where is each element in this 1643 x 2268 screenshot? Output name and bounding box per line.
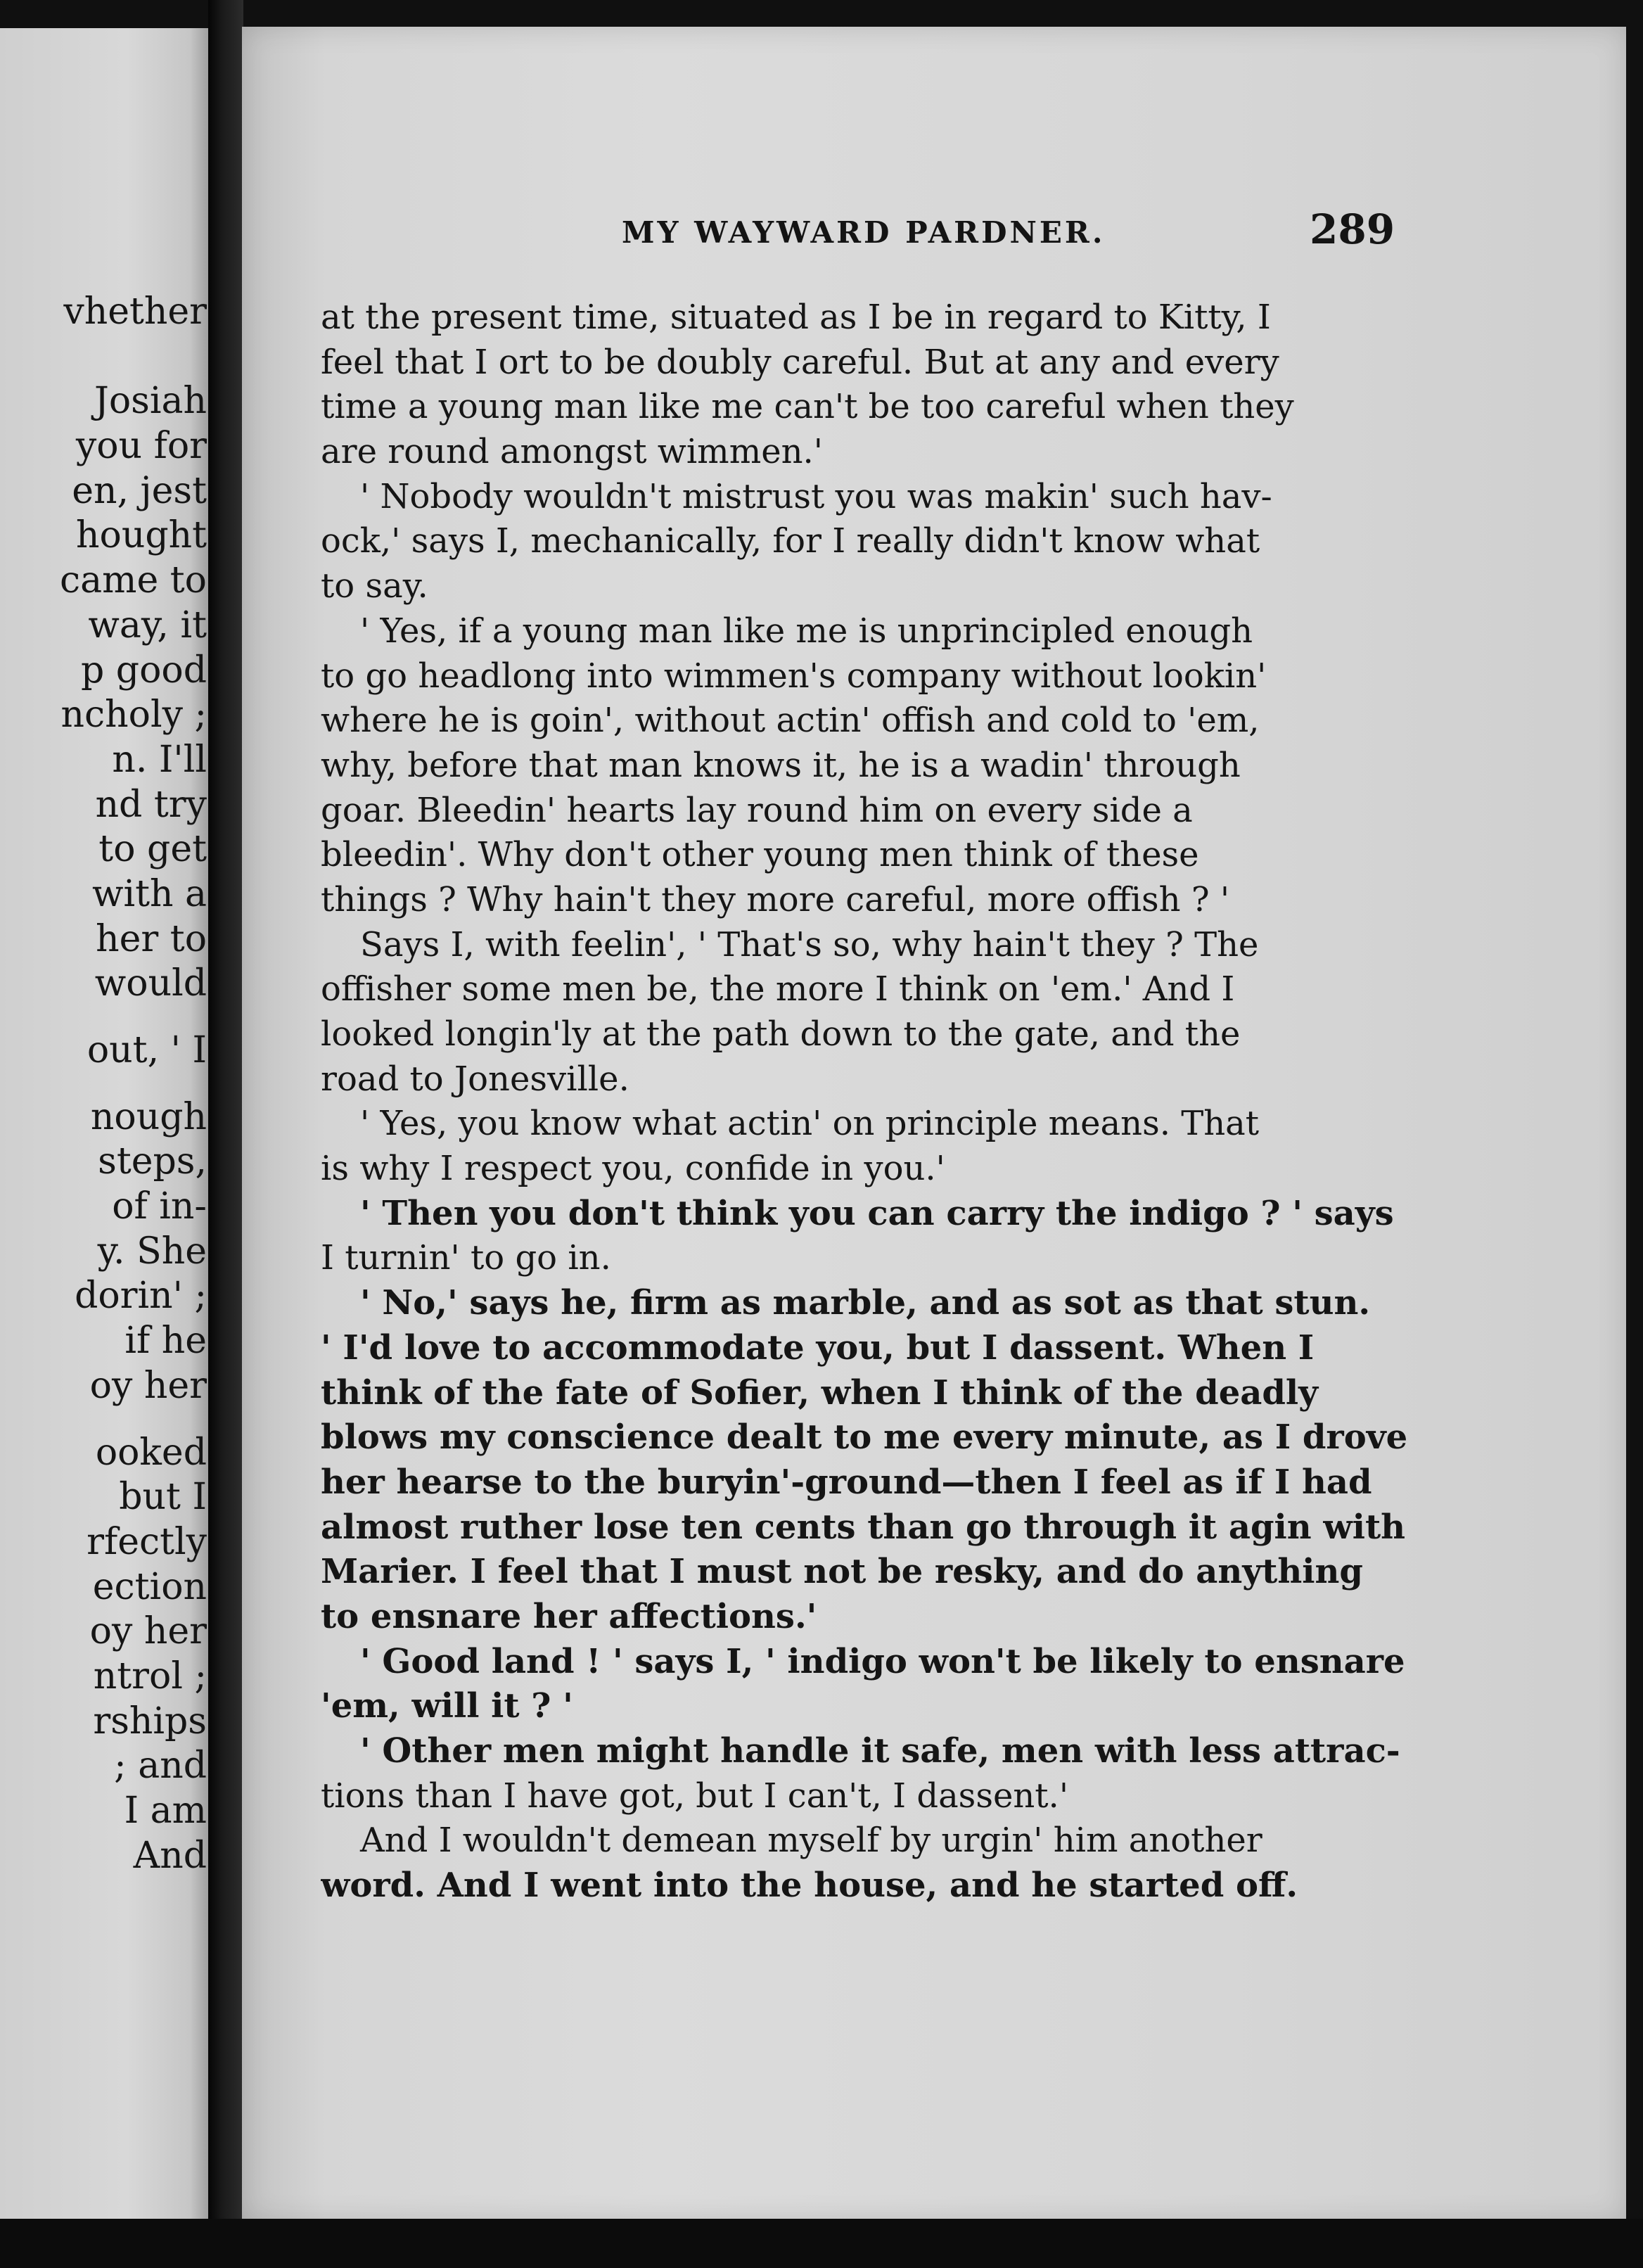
previous-page-line bbox=[60, 335, 207, 380]
book-gutter bbox=[208, 0, 243, 2268]
previous-page-line: you for bbox=[75, 425, 207, 468]
previous-page-line: to get bbox=[98, 828, 207, 871]
previous-page-line: p good bbox=[80, 649, 207, 692]
page bbox=[242, 27, 1626, 2222]
text-line: 'em, will it ? ' bbox=[321, 1686, 573, 1726]
text-line: are round amongst wimmen.' bbox=[321, 432, 823, 472]
previous-page-line: with a bbox=[91, 872, 207, 915]
previous-page-line: steps, bbox=[98, 1140, 207, 1183]
previous-page-line: nough bbox=[90, 1095, 207, 1138]
previous-page-line bbox=[60, 1007, 207, 1028]
previous-page-line: hought bbox=[76, 514, 207, 557]
text-line: goar. Bleedin' hearts lay round him on every side a bbox=[321, 790, 1193, 830]
text-line: at the present time, situated as I be in regard to Kitty, I bbox=[321, 298, 1271, 337]
text-line: ' Yes, you know what actin' on principle means. That bbox=[360, 1104, 1260, 1144]
previous-page-line: Josiah bbox=[94, 380, 207, 423]
text-line: offisher some men be, the more I think on 'em.' And I bbox=[321, 969, 1235, 1009]
previous-page-line: oy her bbox=[89, 1610, 207, 1653]
previous-page-line: if he bbox=[124, 1320, 207, 1363]
previous-page-line: en, jest bbox=[72, 469, 207, 512]
text-line: tions than I have got, but I can't, I dassent.' bbox=[321, 1776, 1069, 1816]
previous-page-line: ntrol ; bbox=[93, 1655, 207, 1697]
text-line: to say. bbox=[321, 566, 428, 606]
previous-page-line: came to bbox=[60, 559, 207, 602]
previous-page-line: nd try bbox=[95, 783, 207, 826]
previous-page-line: I am bbox=[124, 1790, 207, 1832]
text-line: feel that I ort to be doubly careful. But at any and every bbox=[321, 342, 1279, 382]
text-line: bleedin'. Why don't other young men think of these bbox=[321, 835, 1199, 875]
previous-page-line: dorin' ; bbox=[75, 1275, 207, 1318]
previous-page-line: ection bbox=[92, 1565, 207, 1608]
text-line: word. And I went into the house, and he started off. bbox=[321, 1866, 1298, 1906]
text-line: to go headlong into wimmen's company without lookin' bbox=[321, 656, 1267, 696]
previous-page-line: her to bbox=[96, 917, 207, 960]
text-line: ' Yes, if a young man like me is unprincipled enough bbox=[360, 611, 1253, 651]
previous-page-line: oy her bbox=[89, 1364, 207, 1407]
previous-page-line bbox=[60, 1409, 207, 1431]
previous-page-line: of in- bbox=[112, 1185, 207, 1228]
text-line: Says I, with feelin', ' That's so, why hain't they ? The bbox=[360, 924, 1259, 964]
text-line: ' Other men might handle it safe, men with less attrac- bbox=[360, 1731, 1400, 1771]
previous-page-line: rfectly bbox=[87, 1520, 207, 1563]
text-line: to ensnare her affections.' bbox=[321, 1596, 817, 1636]
text-line: her hearse to the buryin'-ground—then I feel as if I had bbox=[321, 1462, 1372, 1502]
previous-page-edge bbox=[0, 28, 211, 2230]
text-line: ock,' says I, mechanically, for I really didn't know what bbox=[321, 521, 1260, 561]
text-line: road to Jonesville. bbox=[321, 1059, 629, 1099]
running-head: MY WAYWARD PARDNER. bbox=[622, 215, 1106, 250]
previous-page-line: ooked bbox=[95, 1431, 207, 1474]
text-line: ' I'd love to accommodate you, but I dassent. When I bbox=[321, 1327, 1315, 1368]
text-line: where he is goin', without actin' offish and cold to 'em, bbox=[321, 701, 1260, 741]
text-line: Marier. I feel that I must not be resky, and do anything bbox=[321, 1552, 1363, 1592]
text-line: blows my conscience dealt to me every minute, as I drove bbox=[321, 1418, 1408, 1458]
text-line: I turnin' to go in. bbox=[321, 1238, 611, 1278]
text-line: ' No,' says he, firm as marble, and as sot as that stun. bbox=[360, 1283, 1371, 1323]
text-line: almost ruther lose ten cents than go through it agin with bbox=[321, 1507, 1406, 1547]
text-line: things ? Why hain't they more careful, more offish ? ' bbox=[321, 879, 1230, 919]
text-line: is why I respect you, confide in you.' bbox=[321, 1149, 945, 1189]
page-number: 289 bbox=[1310, 205, 1395, 253]
text-line: think of the fate of Sofier, when I think of the deadly bbox=[321, 1372, 1319, 1413]
text-line: ' Good land ! ' says I, ' indigo won't be likely to ensnare bbox=[360, 1641, 1405, 1681]
previous-page-line: And bbox=[133, 1834, 207, 1877]
previous-page-line bbox=[60, 1074, 207, 1095]
text-line: time a young man like me can't be too careful when they bbox=[321, 387, 1294, 427]
previous-page-line: ncholy ; bbox=[60, 694, 207, 737]
previous-page-line: y. She bbox=[97, 1230, 207, 1273]
text-line: And I wouldn't demean myself by urgin' him another bbox=[360, 1821, 1262, 1861]
previous-page-line: would bbox=[94, 962, 207, 1005]
previous-page-line: out, ' I bbox=[87, 1029, 207, 1071]
text-line: why, before that man knows it, he is a wadin' through bbox=[321, 745, 1241, 785]
previous-page-line: n. I'll bbox=[112, 738, 207, 781]
previous-page-line: ; and bbox=[114, 1745, 207, 1788]
previous-page-text bbox=[60, 290, 207, 1878]
previous-page-line: but I bbox=[119, 1476, 207, 1519]
previous-page-line: rships bbox=[93, 1700, 207, 1743]
body-text bbox=[321, 295, 1418, 1909]
previous-page-line: vhether bbox=[63, 291, 207, 333]
previous-page-line: way, it bbox=[88, 604, 207, 646]
text-line: looked longin'ly at the path down to the gate, and the bbox=[321, 1014, 1241, 1054]
text-line: ' Then you don't think you can carry the indigo ? ' says bbox=[360, 1193, 1394, 1233]
text-line: ' Nobody wouldn't mistrust you was makin' such hav- bbox=[360, 476, 1272, 516]
scan-bottom-edge bbox=[0, 2219, 1643, 2268]
